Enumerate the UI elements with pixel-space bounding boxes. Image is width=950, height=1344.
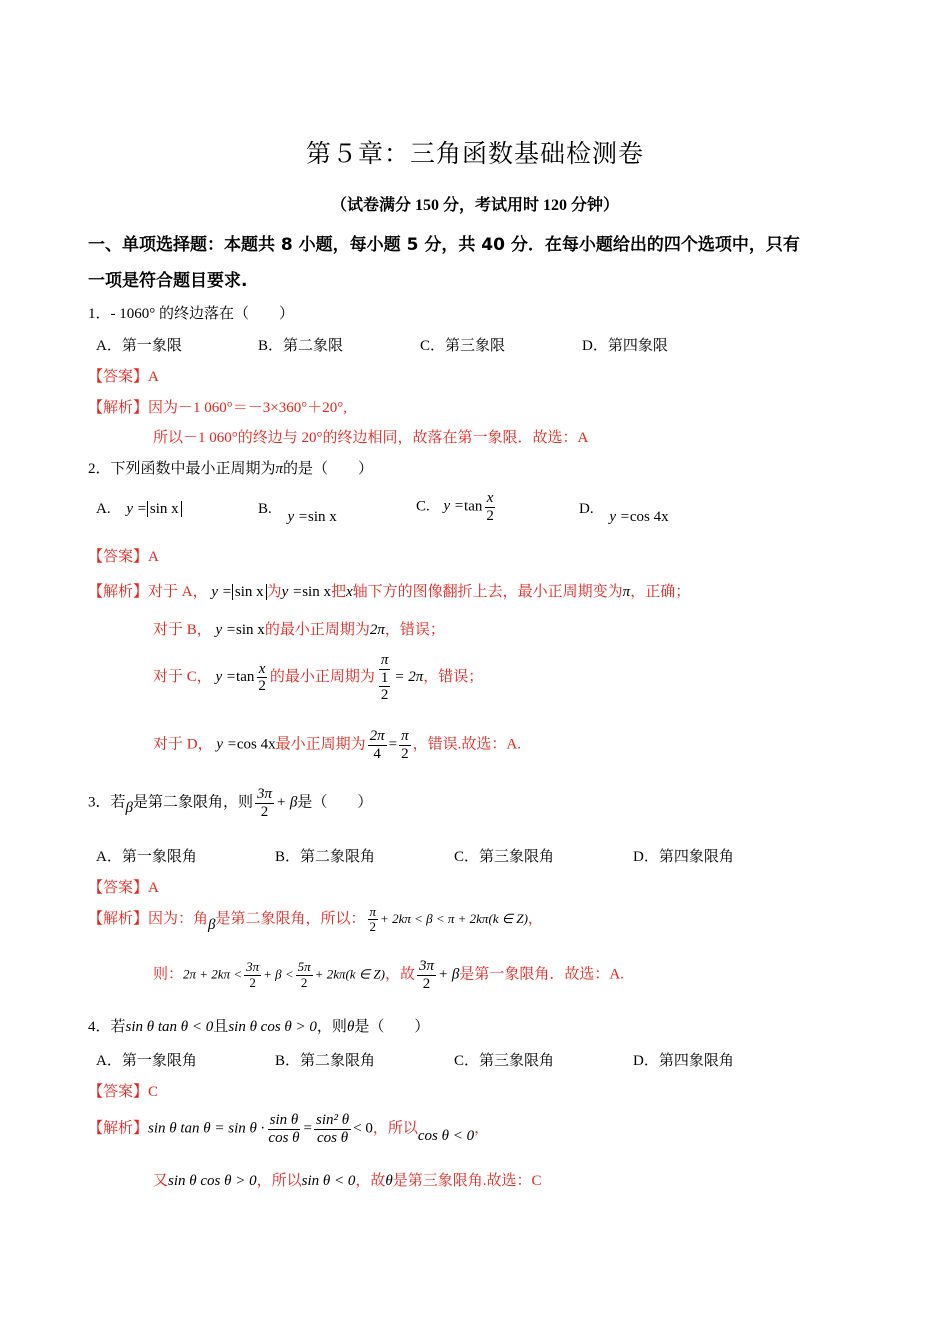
- q2-answer: 【答案】A: [88, 549, 159, 565]
- q2-solution-d: 对于 D， y =cos 4x最小正周期为 $\frac{2\pi}{4}$ = $\frac{\pi}{2}$ ，错误.故选：A.: [153, 728, 521, 762]
- q1-option-c: C．第三象限: [420, 338, 506, 354]
- q1-option-d: D．第四象限: [582, 338, 668, 354]
- q3-option-b: B．第二象限角: [275, 849, 376, 865]
- q3-solution-line1: 【解析】因为：角β是第二象限角，所以： $\frac{\pi}{2}$ + 2kπ < β < π + 2kπ(k ∈ Z)，: [88, 904, 543, 935]
- q4-answer: 【答案】C: [88, 1084, 159, 1100]
- q1-solution-line2: 所以－1 060°的终边与 20°的终边相同，故落在第一象限．故选：A: [153, 430, 589, 446]
- q3-option-d: D．第四象限角: [633, 849, 734, 865]
- q2-option-d: D. y =cos 4x: [579, 501, 669, 525]
- q4-solution-line2: 又sin θ cos θ > 0，所以sin θ < 0，故θ是第三象限角.故选：C: [153, 1173, 542, 1189]
- q2-option-c: C. y =tan $\frac{x}{2}$: [416, 490, 494, 524]
- q3-option-c: C．第三象限角: [454, 849, 555, 865]
- q4-option-c: C．第三象限角: [454, 1053, 555, 1069]
- q1-option-a: A．第一象限: [96, 338, 182, 354]
- question-1: 1．- 1060° 的终边落在（ ）: [88, 306, 295, 322]
- q1-angle: - 1060°: [110, 306, 156, 322]
- q2-solution-a: 【解析】对于 A， y = sin x 为y =sin x把x轴下方的图像翻折上去，最小正周期变为π，正确；: [88, 584, 691, 600]
- q4-option-a: A．第一象限角: [96, 1053, 197, 1069]
- q3-answer: 【答案】A: [88, 880, 159, 896]
- question-3: 3．若β是第二象限角，则 $\frac{3\pi}{2}$ + β是（ ）: [88, 786, 373, 820]
- question-2: 2．下列函数中最小正周期为π的是（ ）: [88, 461, 374, 477]
- q2-option-a: A. y = sin x: [96, 501, 182, 518]
- q1-answer: 【答案】A: [88, 369, 159, 385]
- q3-solution-line2: 则：2π + 2kπ < $\frac{3\pi}{2}$ + β < $\frac{5\pi}{2}$ + 2kπ(k ∈ Z)，故 $\frac{3\pi}{2}$ + β是第一象限角．故选：A.: [153, 958, 624, 992]
- q2-option-b: B. y =sin x: [258, 501, 337, 525]
- q4-option-d: D．第四象限角: [633, 1053, 734, 1069]
- section-heading-line2: 一项是符合题目要求.: [88, 271, 248, 291]
- q1-solution-line1: 【解析】因为－1 060°＝－3×360°＋20°,: [88, 400, 347, 416]
- q2-solution-c: 对于 C， y =tan $\frac{x}{2}$ 的最小正周期为 π 1 2 = 2π，错误；: [153, 652, 484, 703]
- q2-solution-b: 对于 B， y =sin x的最小正周期为2π，错误；: [153, 622, 445, 638]
- q1-option-b: B．第二象限: [258, 338, 344, 354]
- section-heading-line1: 一、单项选择题：本题共 8 小题，每小题 5 分，共 40 分．在每小题给出的四个选项中，只有: [88, 235, 800, 255]
- q4-option-b: B．第二象限角: [275, 1053, 376, 1069]
- q3-option-a: A．第一象限角: [96, 849, 197, 865]
- question-4: 4．若sin θ tan θ < 0且sin θ cos θ > 0，则θ是（ ）: [88, 1019, 430, 1035]
- exam-subtitle: （试卷满分 150 分，考试用时 120 分钟）: [330, 197, 619, 214]
- page-title: 第５章：三角函数基础检测卷: [305, 139, 644, 168]
- q4-solution-line1: 【解析】sin θ tan θ = sin θ · $\frac{\text{sin θ}}{\text{cos θ}}$ = $\frac{\text{sin² θ}}{\text{cos θ}}$ < 0，所以cos θ < 0，: [88, 1112, 490, 1146]
